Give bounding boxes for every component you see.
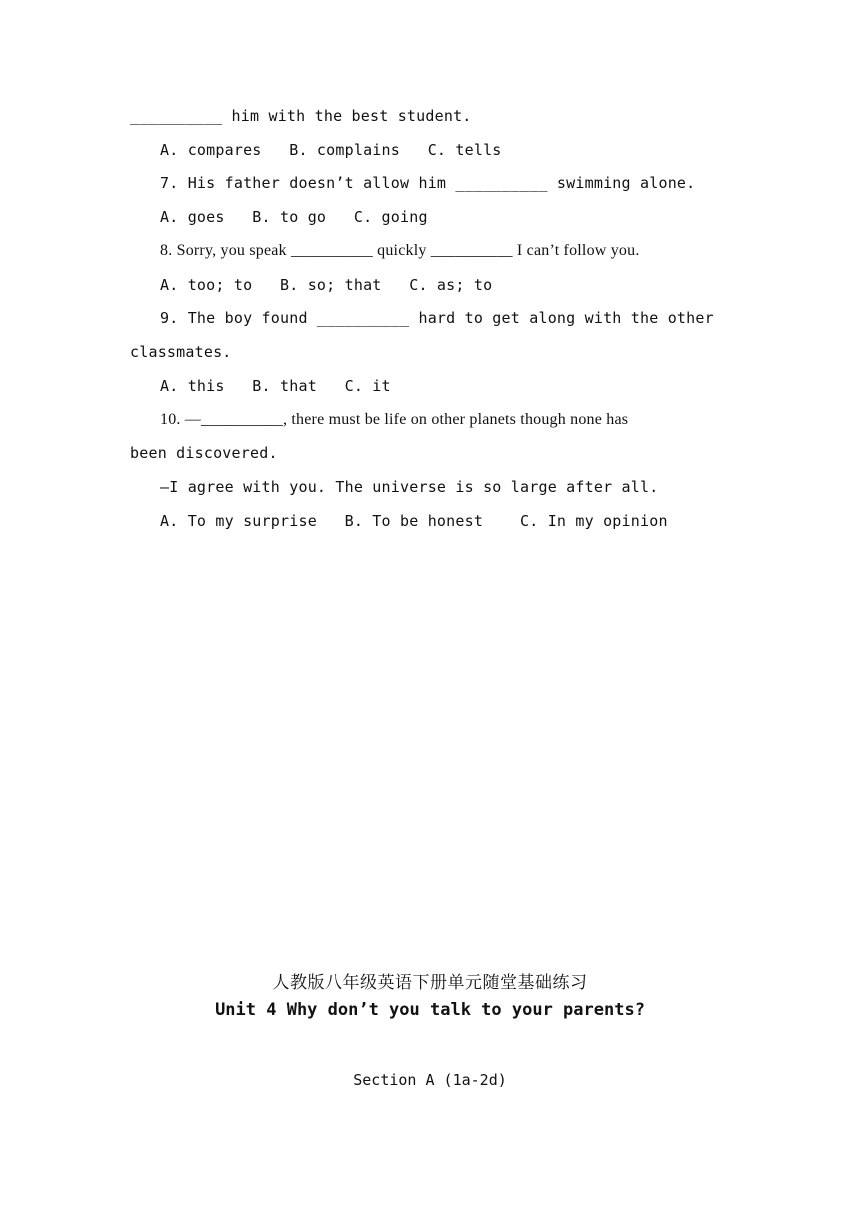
question-10-response: —I agree with you. The universe is so large after all. (160, 478, 659, 496)
question-8-options: A. too; to B. so; that C. as; to (160, 276, 493, 294)
question-8-stem: 8. Sorry, you speak __________ quickly __________ I can’t follow you. (160, 242, 640, 259)
question-6-stem-continuation: __________ him with the best student. (130, 107, 472, 125)
question-6-options: A. compares B. complains C. tells (160, 141, 502, 159)
question-9-options: A. this B. that C. it (160, 377, 391, 395)
question-10-stem-continuation: been discovered. (130, 444, 278, 462)
question-10-stem: 10. —__________, there must be life on other planets though none has (160, 411, 629, 428)
question-9-stem-continuation: classmates. (130, 343, 232, 361)
question-10-options: A. To my surprise B. To be honest C. In my opinion (160, 512, 668, 530)
question-7-options: A. goes B. to go C. going (160, 208, 428, 226)
question-9-stem: 9. The boy found __________ hard to get along with the other (160, 309, 714, 327)
unit-title: Unit 4 Why don’t you talk to your parents? (215, 1000, 645, 1020)
question-7-stem: 7. His father doesn’t allow him __________ swimming alone. (160, 174, 696, 192)
document-title-chinese: 人教版八年级英语下册单元随堂基础练习 (272, 973, 588, 993)
section-heading: Section A (1a-2d) (353, 1071, 507, 1089)
